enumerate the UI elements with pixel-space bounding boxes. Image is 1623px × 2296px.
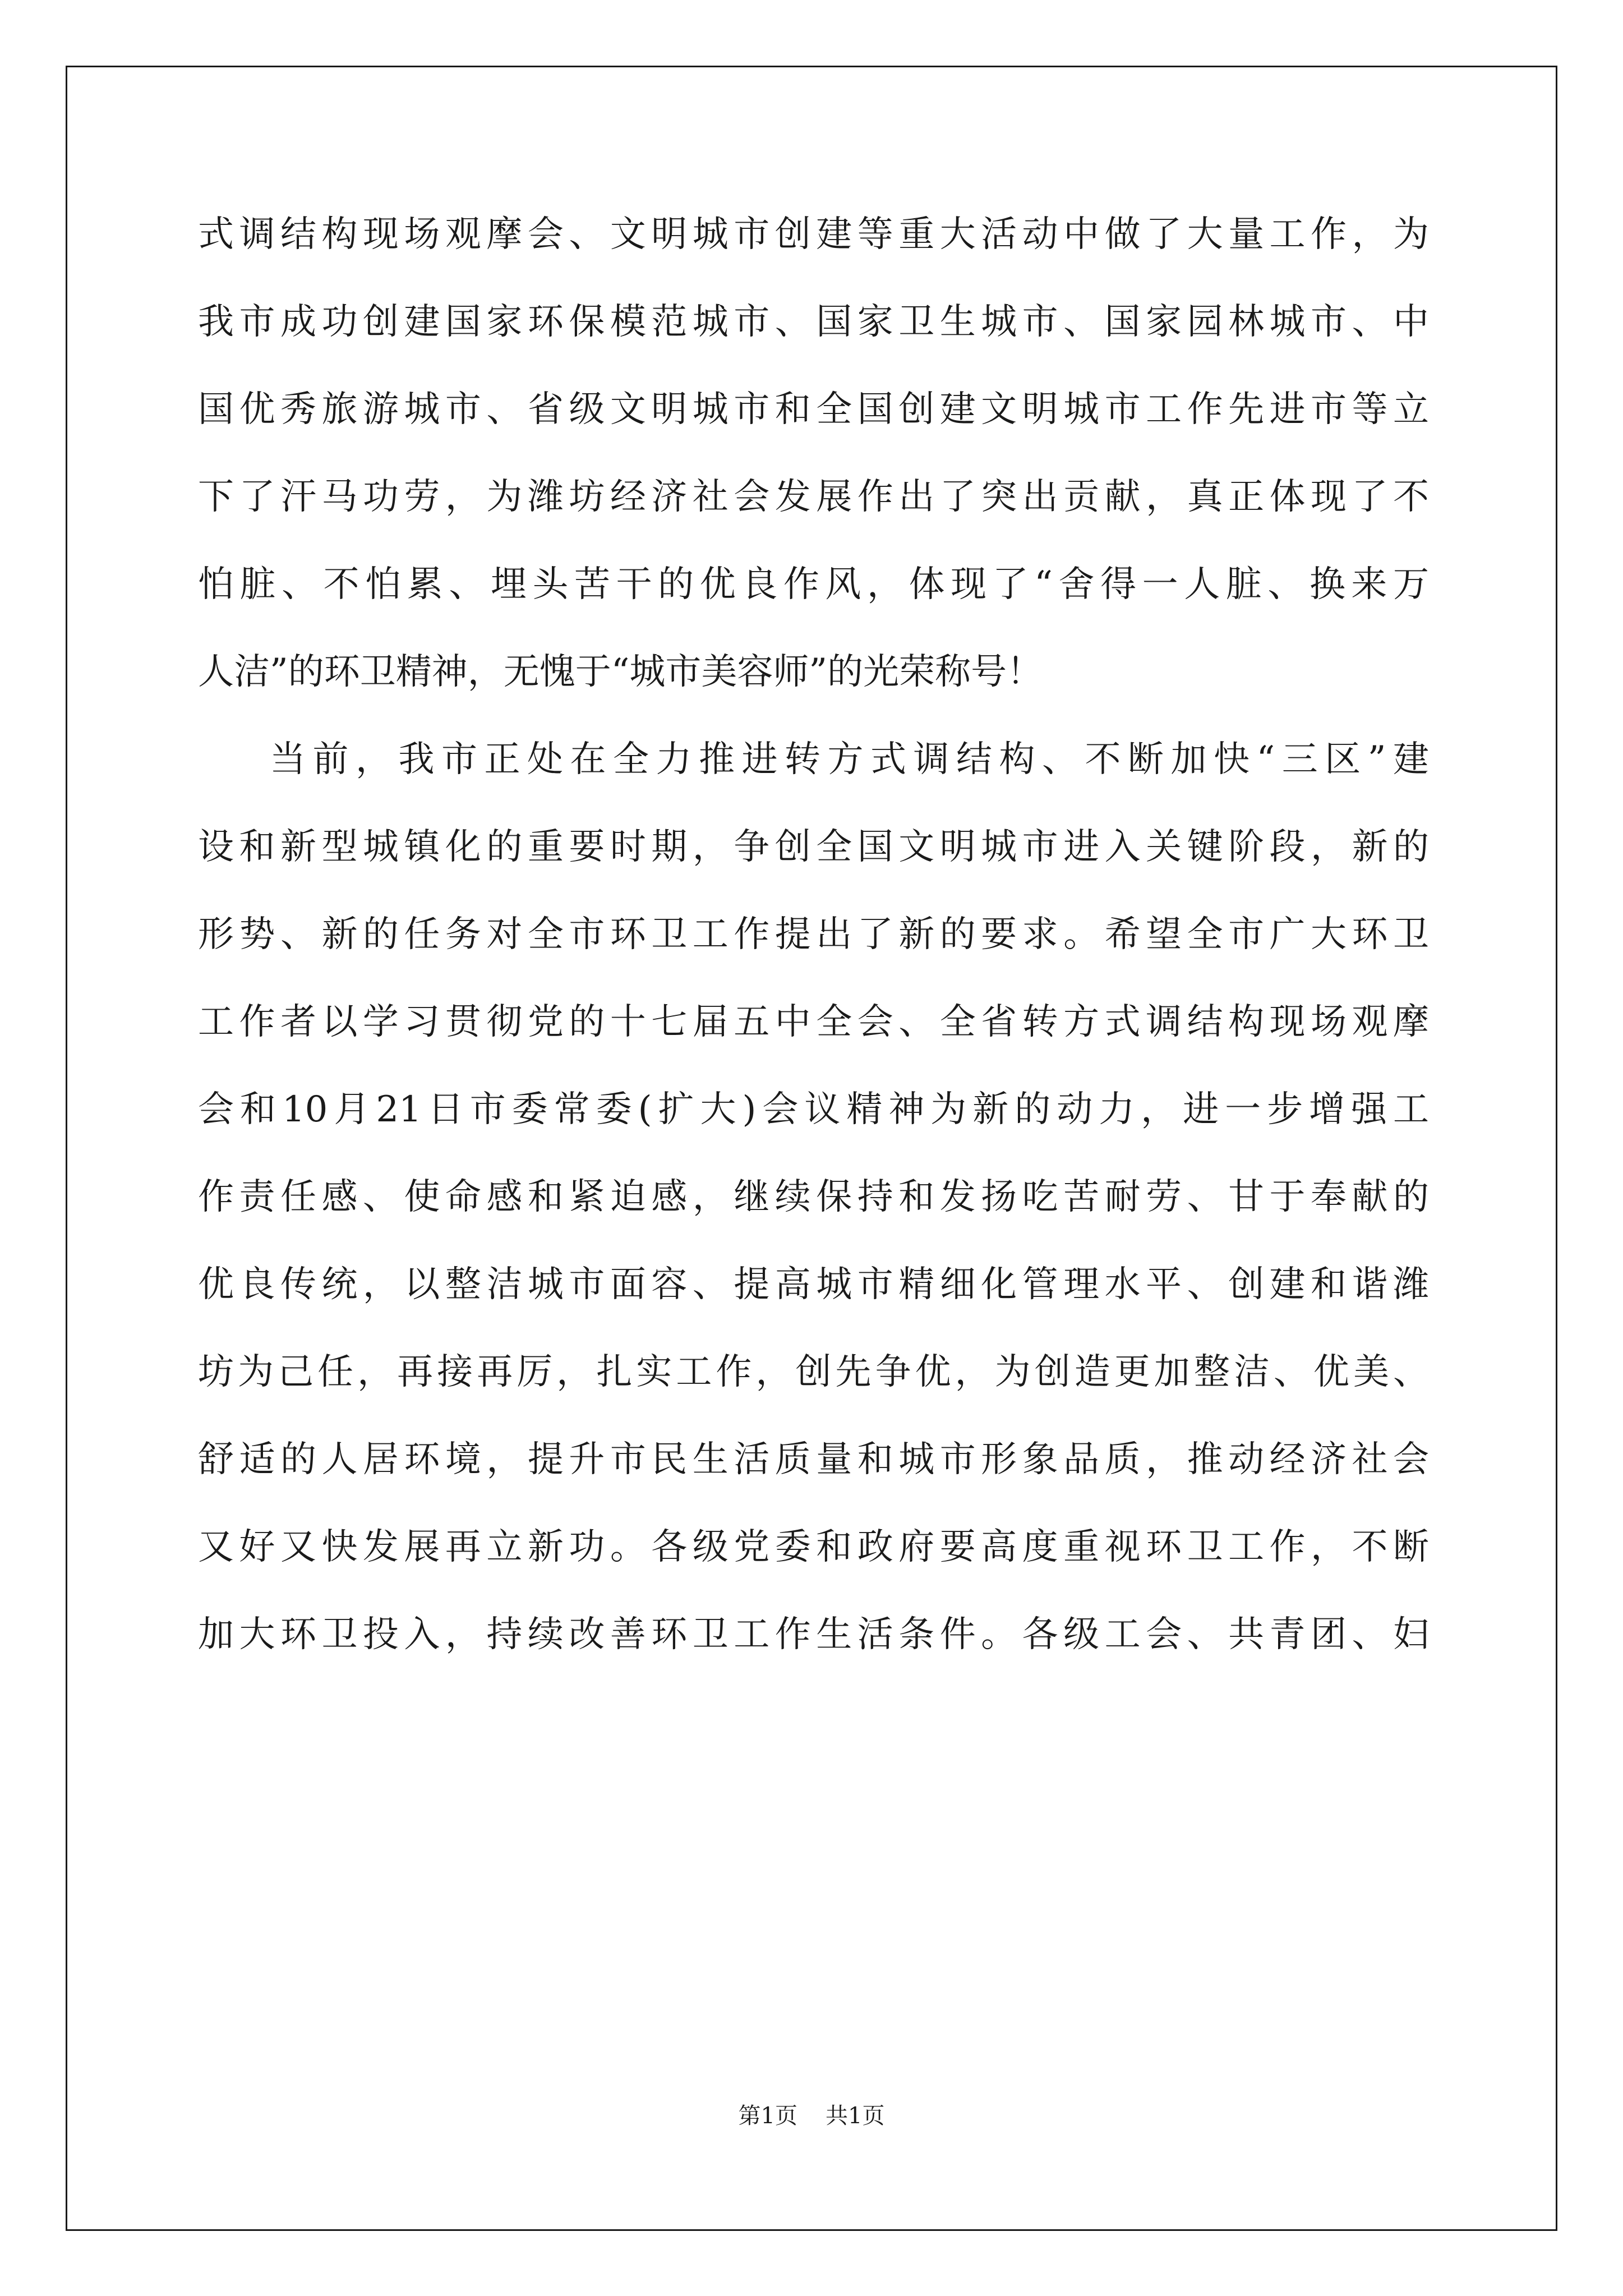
text-line: 下了汗马功劳，为潍坊经济社会发展作出了突出贡献，真正体现了不 [198,476,1429,518]
text-line: 工作者以学习贯彻党的十七届五中全会、全省转方式调结构现场观摩 [198,1001,1429,1043]
text-line: 坊为己任，再接再厉，扎实工作，创先争优，为创造更加整洁、优美、 [198,1351,1429,1393]
text-line: 形势、新的任务对全市环卫工作提出了新的要求。希望全市广大环卫 [198,914,1429,955]
text-line: 我市成功创建国家环保模范城市、国家卫生城市、国家园林城市、中 [198,301,1429,343]
page-number: 第1页 [738,2103,797,2129]
text-line: 会和10月21日市委常委(扩大)会议精神为新的动力，进一步增强工 [198,1089,1429,1130]
paragraph-first-line: 当前，我市正处在全力推进转方式调结构、不断加快“三区”建 [270,739,1429,780]
page-count: 共1页 [826,2103,885,2129]
text-line: 人洁”的环卫精神，无愧于“城市美容师”的光荣称号！ [198,651,1043,693]
text-line: 又好又快发展再立新功。各级党委和政府要高度重视环卫工作，不断 [198,1526,1429,1568]
text-line: 怕脏、不怕累、埋头苦干的优良作风，体现了“舍得一人脏、换来万 [198,564,1429,605]
page-footer [0,2098,1623,2130]
text-line: 优良传统，以整洁城市面容、提高城市精细化管理水平、创建和谐潍 [198,1264,1429,1305]
text-line: 设和新型城镇化的重要时期，争创全国文明城市进入关键阶段，新的 [198,826,1429,868]
text-line: 舒适的人居环境，提升市民生活质量和城市形象品质，推动经济社会 [198,1439,1429,1480]
document-body [198,191,1429,1678]
text-line: 式调结构现场观摩会、文明城市创建等重大活动中做了大量工作，为 [198,214,1429,255]
text-line: 作责任感、使命感和紧迫感，继续保持和发扬吃苦耐劳、甘于奉献的 [198,1176,1429,1218]
text-line: 国优秀旅游城市、省级文明城市和全国创建文明城市工作先进市等立 [198,389,1429,430]
text-line: 加大环卫投入，持续改善环卫工作生活条件。各级工会、共青团、妇 [198,1614,1429,1655]
